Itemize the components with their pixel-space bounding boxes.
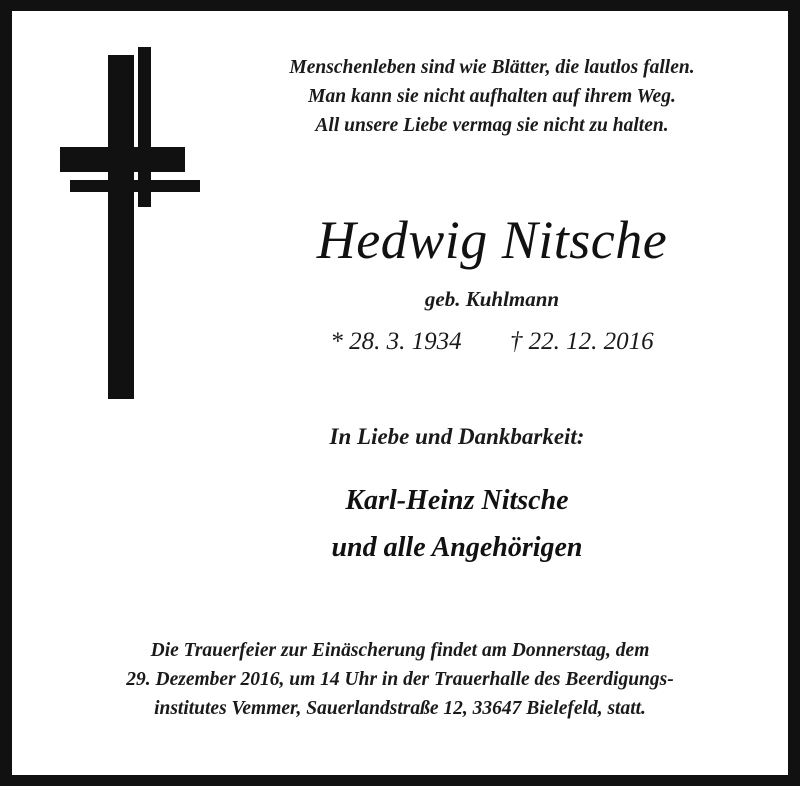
ceremony-line-1: Die Trauerfeier zur Einäscherung findet am Donnerstag, dem [150,640,650,661]
life-dates [202,328,782,356]
gratitude-line: In Liebe und Dankbarkeit: [329,424,585,449]
mourners-block [132,477,782,571]
birth-date: * 28. 3. 1934 [330,328,462,355]
verse-line-2: Man kann sie nicht aufhalten auf ihrem Weg. [308,86,676,107]
notice-inner [12,11,788,775]
cross-horizontal-accent [70,180,200,192]
death-date: † 22. 12. 2016 [509,328,654,355]
verse-line-1: Menschenleben sind wie Blätter, die lautlos fallen. [289,57,695,78]
cross-icon [42,47,202,407]
ceremony-line-3: institutes Vemmer, Sauerlandstraße 12, 33647 Bielefeld, statt. [154,698,646,719]
verse-block [212,53,772,140]
verse-line-3: All unsere Liebe vermag sie nicht zu halten. [315,115,669,136]
mourner-primary: Karl-Heinz Nitsche [345,485,569,516]
ceremony-line-2: 29. Dezember 2016, um 14 Uhr in der Trauerhalle des Beerdigungs- [126,669,674,690]
cross-vertical-bar [108,55,134,399]
ceremony-details [42,636,758,723]
cross-horizontal-bar [60,147,185,172]
deceased-name: Hedwig Nitsche [316,210,668,270]
maiden-name: geb. Kuhlmann [424,287,560,311]
mourner-secondary: und alle Angehörigen [331,532,583,563]
